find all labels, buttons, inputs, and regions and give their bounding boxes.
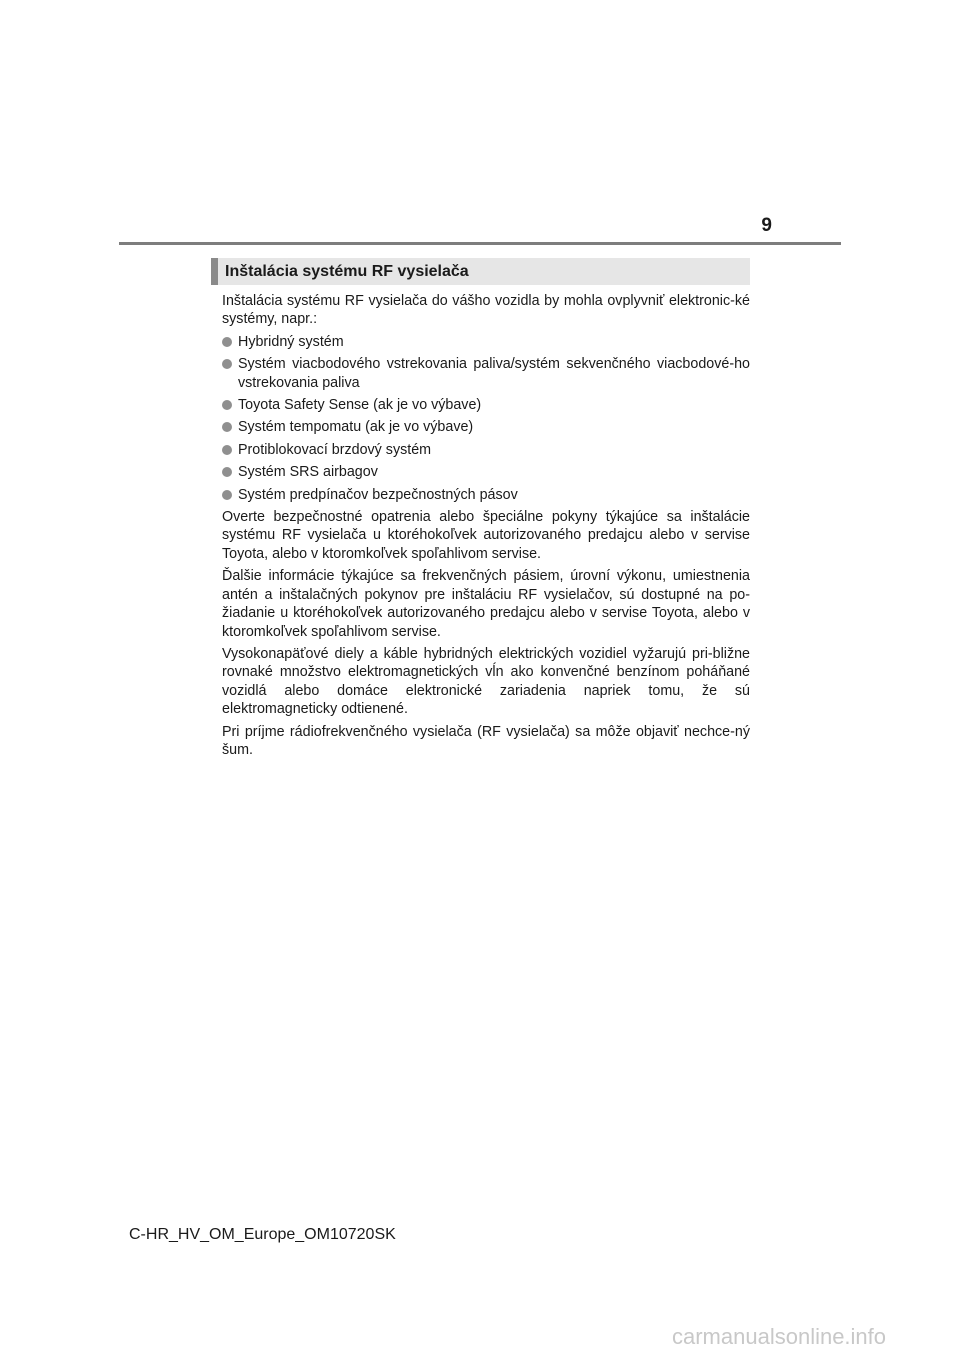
page-number: 9 — [761, 215, 772, 236]
list-item-text: Toyota Safety Sense (ak je vo výbave) — [238, 397, 482, 414]
list-item-text: Protiblokovací brzdový systém — [238, 441, 432, 458]
bullet-icon — [222, 337, 232, 347]
watermark: carmanualsonline.info — [672, 1324, 887, 1349]
bullet-icon — [222, 422, 232, 432]
list-item-text: Systém viacbodového vstrekovania paliva/systém sekvenčného viacbodové-ho vstrekovania paliva — [238, 356, 750, 391]
bullet-icon — [222, 467, 232, 477]
body-paragraph: Overte bezpečnostné opatrenia alebo špeciálne pokyny týkajúce sa inštalácie systému RF vysielača u ktoréhokoľvek autorizovaného predajcu alebo v servise Toyota, alebo v ktoromkoľvek spoľahlivom servise. — [222, 509, 750, 562]
list-item — [222, 441, 750, 459]
body-paragraph: Ďalšie informácie týkajúce sa frekvenčných pásiem, úrovní výkonu, umiestnenia antén a inštalačných pokynov pre inštaláciu RF vysielačov, sú dostupné na po-žiadanie u ktoréhokoľvek autorizovaného predajcu alebo v servise Toyota, alebo v ktoromkoľvek spoľahlivom servise. — [222, 568, 750, 640]
list-item-text: Systém tempomatu (ak je vo výbave) — [238, 419, 474, 436]
list-item — [222, 463, 750, 481]
list-item-text: Hybridný systém — [238, 333, 344, 350]
list-item-text: Systém predpínačov bezpečnostných pásov — [238, 486, 518, 503]
affected-systems-list — [222, 333, 750, 504]
body-paragraph: Vysokonapäťové diely a káble hybridných elektrických vozidiel vyžarujú pri-bližne rovnaké množstvo elektromagnetických vĺn ako konvenčné benzínom poháňané vozidlá alebo domáce elektronické zariadenia napriek tomu, že sú elektromagneticky odtienené. — [222, 645, 750, 718]
section-heading — [211, 258, 750, 285]
intro-paragraph: Inštalácia systému RF vysielača do vášho vozidla by mohla ovplyvniť elektronic-ké systémy, napr.: — [222, 293, 750, 328]
header-rule — [119, 242, 841, 245]
list-item — [222, 333, 750, 351]
bullet-icon — [222, 445, 232, 455]
body-paragraph: Pri príjme rádiofrekvenčného vysielača (RF vysielača) sa môže objaviť nechce-ný šum. — [222, 723, 750, 758]
document-code: C-HR_HV_OM_Europe_OM10720SK — [129, 1226, 396, 1243]
list-item — [222, 418, 750, 436]
section-content — [222, 292, 750, 763]
bullet-icon — [222, 400, 232, 410]
list-item-text: Systém SRS airbagov — [238, 464, 378, 481]
list-item — [222, 355, 750, 392]
section-heading-text: Inštalácia systému RF vysielača — [225, 263, 469, 280]
list-item — [222, 486, 750, 504]
bullet-icon — [222, 359, 232, 369]
list-item — [222, 396, 750, 414]
bullet-icon — [222, 490, 232, 500]
